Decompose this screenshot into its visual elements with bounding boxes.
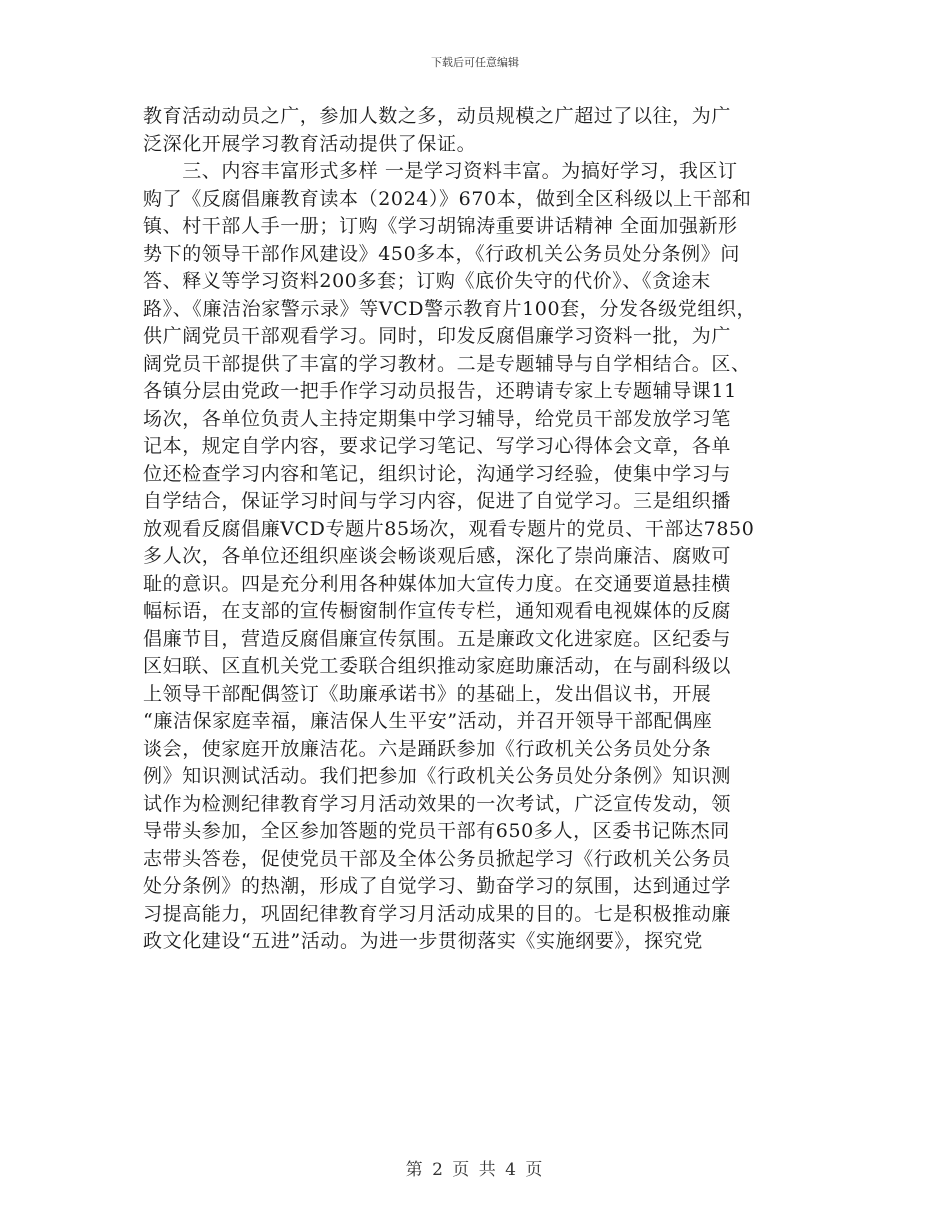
text-line: 处分条例》的热潮，形成了自觉学习、勤奋学习的氛围，达到通过学 (143, 875, 732, 897)
text-line: 政文化建设“五进”活动。为进一步贯彻落实《实施纲要》，探究党 (143, 930, 703, 952)
text-line: 各镇分层由党政一把手作学习动员报告，还聘请专家上专题辅导课11 (143, 380, 737, 402)
text-line: “廉洁保家庭幸福，廉洁保人生平安”活动，并召开领导干部配偶座 (143, 710, 713, 732)
page-header: 下载后可任意编辑 (431, 56, 519, 69)
text-line: 导带头参加，全区参加答题的党员干部有650多人，区委书记陈杰同 (143, 820, 730, 842)
text-line: 教育活动动员之广，参加人数之多，动员规模之广超过了以往，为广 (143, 105, 732, 127)
text-line: 上领导干部配偶签订《助廉承诺书》的基础上，发出倡议书，开展 (143, 682, 712, 705)
text-line: 幅标语，在支部的宣传橱窗制作宣传专栏，通知观看电视媒体的反腐 (143, 600, 732, 622)
text-line: 谈会，使家庭开放廉洁花。六是踊跃参加《行政机关公务员处分条 (143, 737, 712, 760)
text-line: 耻的意识。四是充分利用各种媒体加大宣传力度。在交通要道悬挂横 (143, 572, 732, 595)
text-line: 志带头答卷，促使党员干部及全体公务员掀起学习《行政机关公务员 (143, 847, 732, 870)
text-line: 势下的领导干部作风建设》450多本，《行政机关公务员处分条例》问 (143, 242, 740, 265)
text-line: 阔党员干部提供了丰富的学习教材。二是专题辅导与自学相结合。区、 (143, 352, 751, 375)
text-line: 试作为检测纪律教育学习月活动效果的一次考试，广泛宣传发动，领 (143, 792, 732, 815)
page-number-footer: 第 2 页 共 4 页 (405, 1160, 545, 1180)
text-line: 三、内容丰富形式多样 一是学习资料丰富。为搞好学习，我区订 (143, 160, 738, 182)
text-line: 路》、《廉洁治家警示录》等VCD警示教育片100套，分发各级党组织， (143, 297, 757, 320)
text-line: 自学结合，保证学习时间与学习内容，促进了自觉学习。三是组织播 (143, 490, 732, 512)
text-line: 供广阔党员干部观看学习。同时，印发反腐倡廉学习资料一批，为广 (143, 325, 732, 347)
text-line: 答、释义等学习资料200多套；订购《底价失守的代价》、《贪途末 (143, 270, 711, 292)
text-line: 购了《反腐倡廉教育读本（2024）》670本，做到全区科级以上干部和 (143, 187, 752, 210)
text-line: 例》知识测试活动。我们把参加《行政机关公务员处分条例》知识测 (143, 765, 732, 787)
text-line: 倡廉节目，营造反腐倡廉宣传氛围。五是廉政文化进家庭。区纪委与 (143, 627, 732, 650)
text-line: 场次，各单位负责人主持定期集中学习辅导，给党员干部发放学习笔 (143, 407, 732, 430)
text-line: 习提高能力，巩固纪律教育学习月活动成果的目的。七是积极推动廉 (143, 902, 732, 925)
text-line: 放观看反腐倡廉VCD专题片85场次，观看专题片的党员、干部达7850 (143, 517, 755, 540)
text-line: 位还检查学习内容和笔记，组织讨论，沟通学习经验，使集中学习与 (143, 462, 732, 485)
text-line: 镇、村干部人手一册；订购《学习胡锦涛重要讲话精神 全面加强新形 (143, 215, 738, 237)
text-line: 泛深化开展学习教育活动提供了保证。 (143, 132, 477, 155)
text-line: 记本，规定自学内容，要求记学习笔记、写学习心得体会文章，各单 (143, 435, 732, 457)
text-line: 区妇联、区直机关党工委联合组织推动家庭助廉活动，在与副科级以 (143, 655, 732, 677)
document-body (143, 103, 808, 956)
text-line: 多人次，各单位还组织座谈会畅谈观后感，深化了崇尚廉洁、腐败可 (143, 545, 732, 567)
